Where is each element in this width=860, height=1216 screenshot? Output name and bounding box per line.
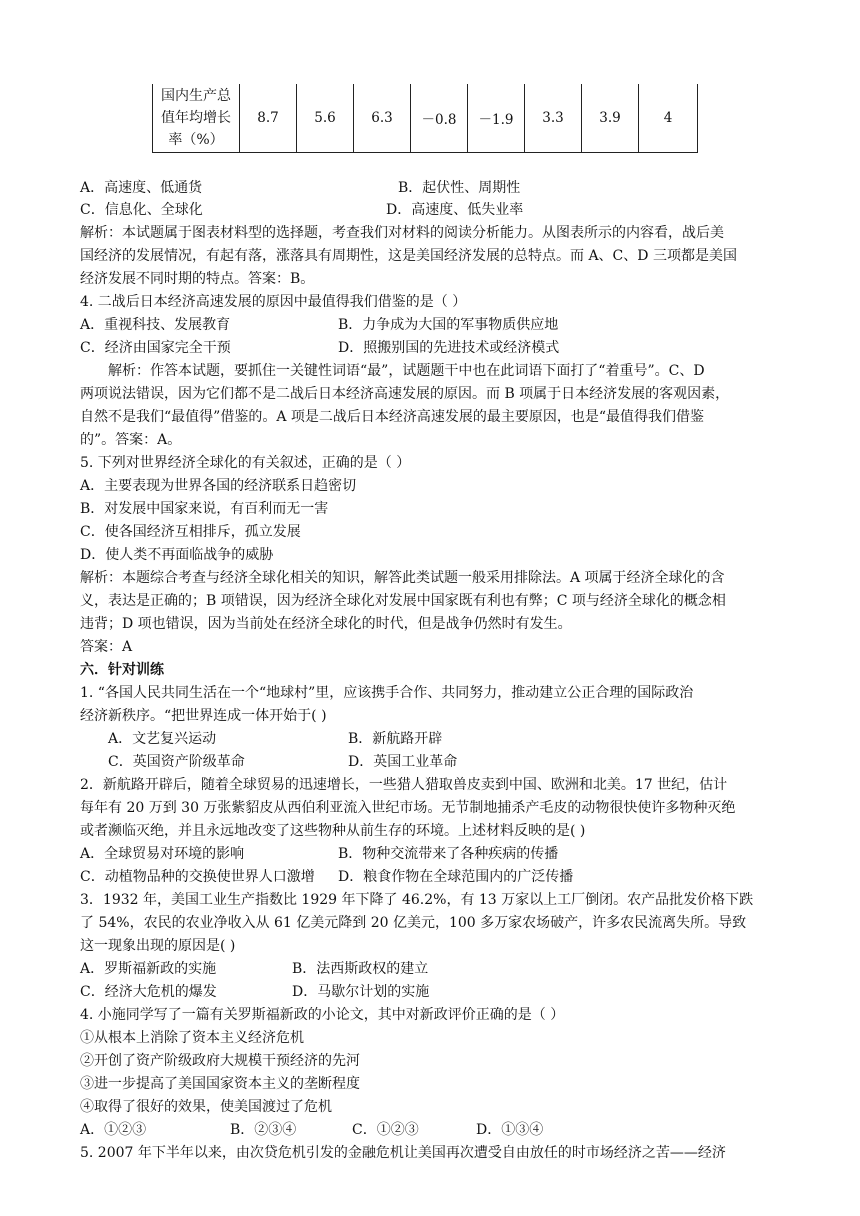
table-cell: 3.9 [582, 84, 639, 153]
text-line: 解析：本试题属于图表材料型的选择题，考查我们对材料的阅读分析能力。从图表所示的内容看，战后美 [80, 225, 724, 241]
text-line: A．全球贸易对环境的影响 [80, 846, 245, 862]
text-line: 了 54%，农民的农业净收入从 61 亿美元降到 20 亿美元，100 多万家农场破产，许多农民流离失所。导致 [80, 915, 747, 931]
text-line: B．对发展中国家来说，有百利而无一害 [80, 501, 329, 517]
table-cell: 6.3 [354, 84, 411, 153]
table-row [153, 84, 698, 153]
text-line: C．经济大危机的爆发 [80, 984, 217, 1000]
row-label-line: 国内生产总 [161, 88, 231, 104]
text-line: 义，表达是正确的；B 项错误，因为经济全球化对发展中国家既有利也有弊；C 项与经济全球化的概念相 [80, 593, 726, 609]
text-line: 国经济的发展情况，有起有落，涨落具有周期性，这是美国经济发展的总特点。而 A、C、D 三项都是美国 [80, 248, 737, 264]
text-line: 1. “各国人民共同生活在一个“地球村”里，应该携手合作、共同努力，推动建立公正合理的国际政治 [80, 685, 694, 701]
text-line: D．马歇尔计划的实施 [292, 984, 430, 1000]
text-line: 每年有 20 万到 30 万张紫貂皮从西伯利亚流入世纪市场。无节制地捕杀产毛皮的动物很快使许多物种灭绝 [80, 800, 736, 816]
text-line: A．罗斯福新政的实施 [80, 961, 217, 977]
text-line: A．文艺复兴运动 [108, 731, 217, 747]
text-line: D．使人类不再面临战争的威胁 [80, 547, 274, 563]
text-line: C．①②③ [352, 1122, 419, 1138]
text-line: D．照搬别国的先进技术或经济模式 [338, 340, 560, 356]
text-line: D．粮食作物在全球范围内的广泛传播 [338, 869, 574, 885]
row-label-line: 率（%） [168, 132, 224, 148]
text-line: B．起伏性、周期性 [398, 180, 521, 196]
text-line: B．新航路开辟 [348, 731, 443, 747]
text-line: 六．针对训练 [80, 662, 164, 678]
text-line: B．物种交流带来了各种疾病的传播 [338, 846, 559, 862]
text-line: A．①②③ [80, 1122, 147, 1138]
text-line: A．主要表现为世界各国的经济联系日趋密切 [80, 478, 357, 494]
text-line: 经济发展不同时期的特点。答案：B。 [80, 271, 315, 287]
text-line: 解析：本题综合考查与经济全球化相关的知识，解答此类试题一般采用排除法。A 项属于经济全球化的含 [80, 570, 725, 586]
text-line: 5. 下列对世界经济全球化的有关叙述，正确的是（ ） [80, 455, 411, 471]
text-line: 或者濒临灭绝，并且永远地改变了这些物种从前生存的环境。上述材料反映的是( ) [80, 823, 586, 839]
text-line: 经济新秩序。“把世界连成一体开始于( ) [80, 708, 327, 724]
text-line: C．英国资产阶级革命 [108, 754, 245, 770]
row-label-cell [153, 84, 240, 153]
table-cell: －1.9 [468, 84, 525, 153]
table-cell: 3.3 [525, 84, 582, 153]
text-line: B．法西斯政权的建立 [292, 961, 429, 977]
text-line: 4. 二战后日本经济高速发展的原因中最值得我们借鉴的是（ ） [80, 294, 467, 310]
table-cell: 5.6 [297, 84, 354, 153]
text-line: C．经济由国家完全干预 [80, 340, 231, 356]
text-line: C．信息化、全球化 [80, 202, 203, 218]
text-line: B．②③④ [230, 1122, 297, 1138]
row-label-line: 值年均增长 [161, 110, 231, 126]
table-cell: 8.7 [240, 84, 297, 153]
text-line: 2．新航路开辟后，随着全球贸易的迅速增长，一些猎人猎取兽皮卖到中国、欧洲和北美。17 世纪，估计 [80, 777, 728, 793]
text-line: D．①③④ [476, 1122, 544, 1138]
text-line: 两项说法错误，因为它们都不是二战后日本经济高速发展的原因。而 B 项属于日本经济发展的客观因素， [80, 386, 730, 402]
gdp-growth-table [152, 84, 698, 153]
text-line: 解析：作答本试题，要抓住一关键性词语“最”，试题题干中也在此词语下面打了“着重号”。C、D [108, 363, 705, 379]
text-line: 5. 2007 年下半年以来，由次贷危机引发的金融危机让美国再次遭受自由放任的时市场经济之苦——经济 [80, 1145, 726, 1161]
text-line: D．高速度、低失业率 [386, 202, 524, 218]
text-line: C．动植物品种的交换使世界人口激增 [80, 869, 315, 885]
text-line: 自然不是我们“最值得”借鉴的。A 项是二战后日本经济高速发展的最主要原因，也是“最值得我们借鉴 [80, 409, 705, 425]
text-line: ①从根本上消除了资本主义经济危机 [80, 1030, 304, 1046]
text-line: B．力争成为大国的军事物质供应地 [338, 317, 559, 333]
text-line: ③进一步提高了美国国家资本主义的垄断程度 [80, 1076, 360, 1092]
text-line: 4. 小施同学写了一篇有关罗斯福新政的小论文，其中对新政评价正确的是（ ） [80, 1007, 565, 1023]
text-line: C．使各国经济互相排斥，孤立发展 [80, 524, 301, 540]
text-line: A．高速度、低通货 [80, 180, 203, 196]
table-cell: －0.8 [411, 84, 468, 153]
text-line: ④取得了很好的效果，使美国渡过了危机 [80, 1099, 332, 1115]
text-line: 的”。答案：A。 [80, 432, 182, 448]
text-line: 这一现象出现的原因是( ) [80, 938, 236, 954]
text-line: 违背；D 项也错误，因为当前处在经济全球化的时代，但是战争仍然时有发生。 [80, 616, 572, 632]
text-line: D．英国工业革命 [348, 754, 458, 770]
table-cell: 4 [639, 84, 698, 153]
text-line: 答案：A [80, 639, 133, 655]
text-line: 3．1932 年，美国工业生产指数比 1929 年下降了 46.2%，有 13 万家以上工厂倒闭。农产品批发价格下跌 [80, 892, 754, 908]
text-line: ②开创了资产阶级政府大规模干预经济的先河 [80, 1053, 360, 1069]
text-line: A．重视科技、发展教育 [80, 317, 231, 333]
